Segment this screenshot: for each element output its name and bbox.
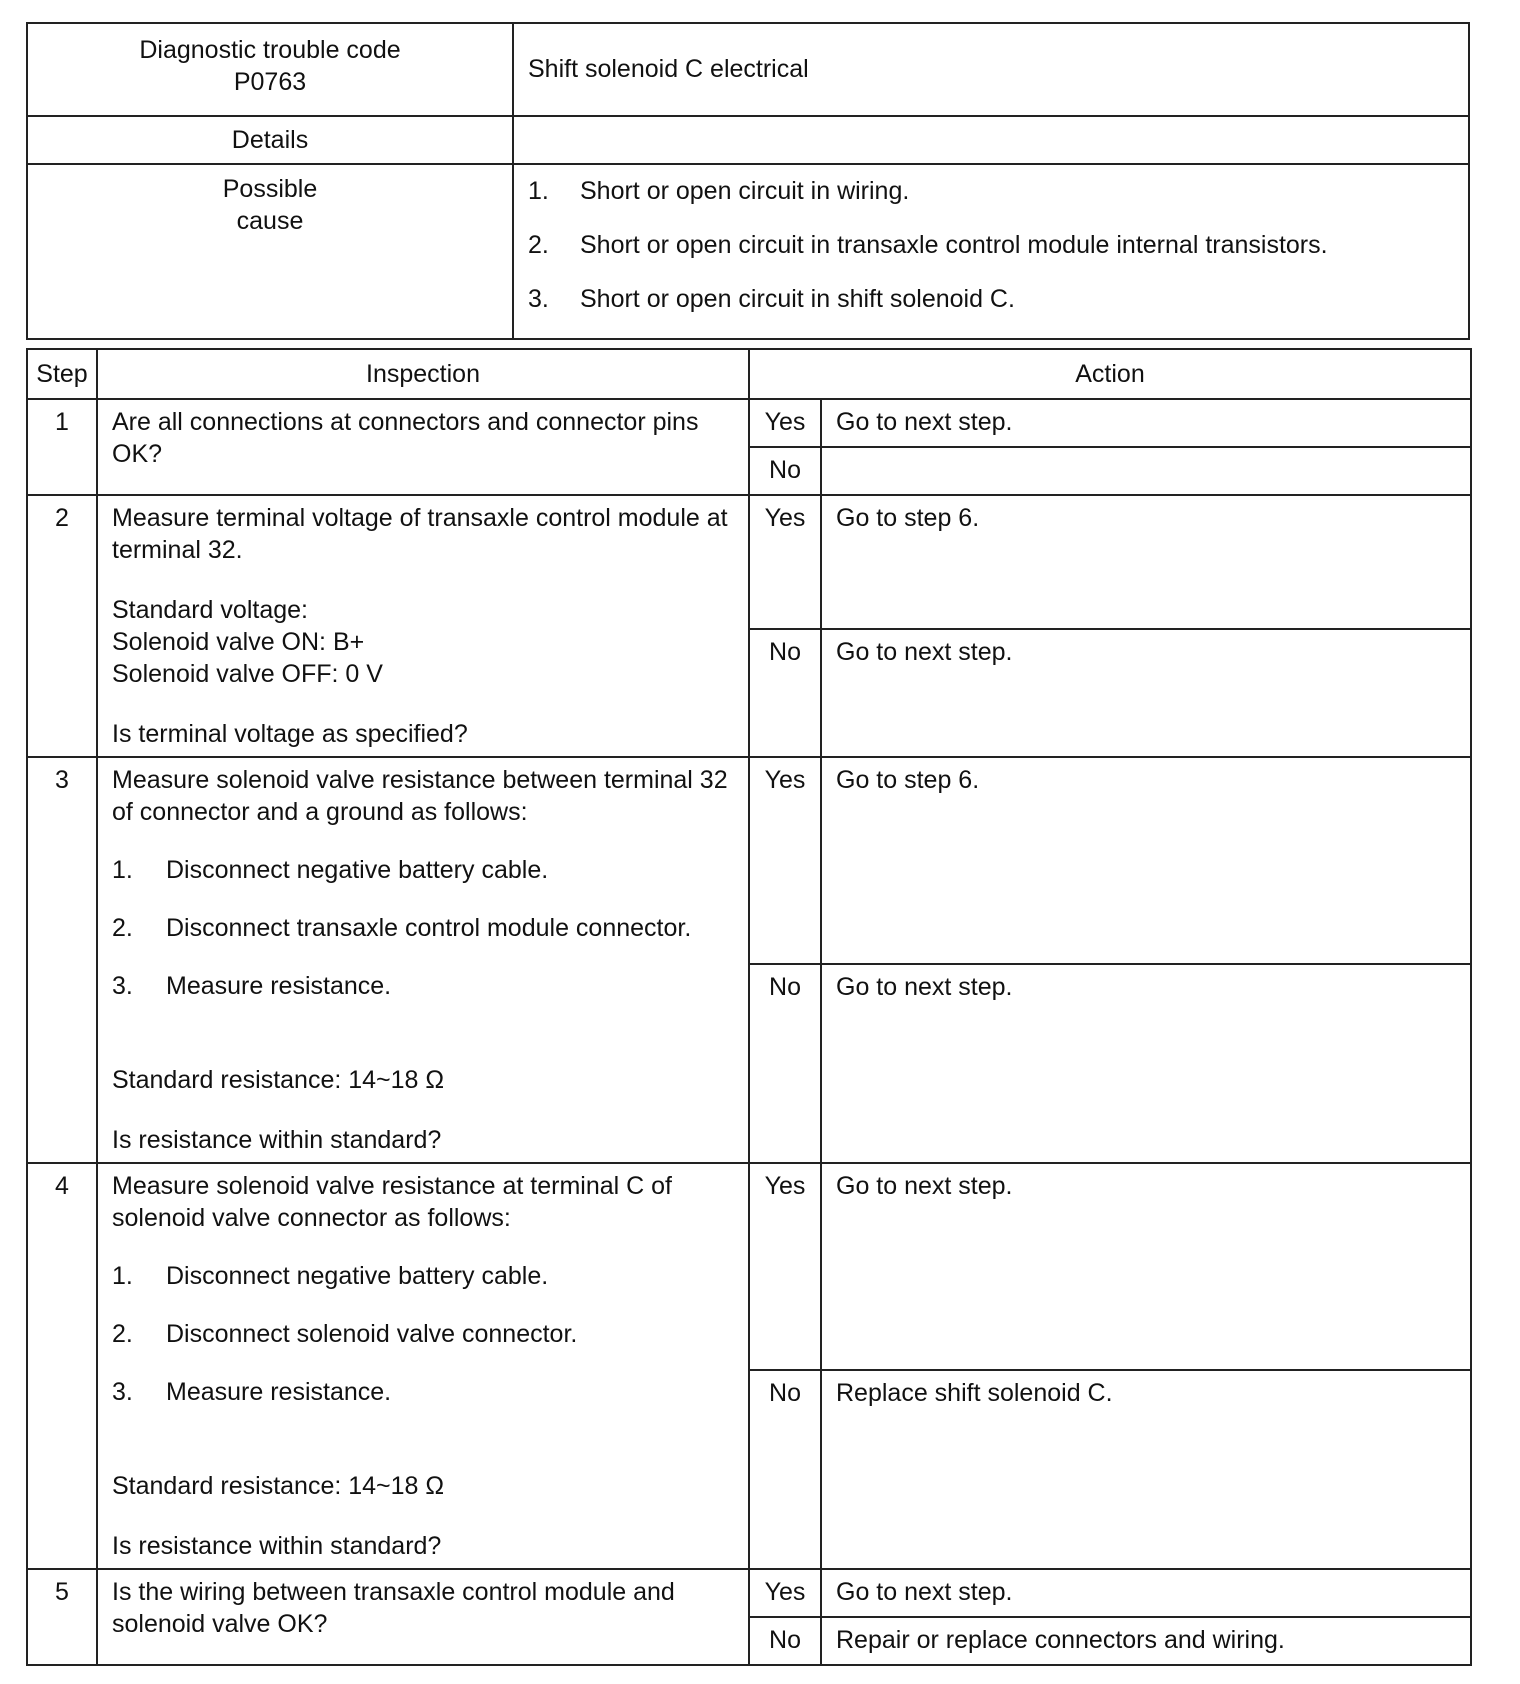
- substep: [112, 1376, 738, 1408]
- inspection-column-header: Inspection: [97, 349, 749, 399]
- no-label: No: [749, 964, 821, 1163]
- substep-text: Disconnect negative battery cable.: [166, 1262, 549, 1290]
- substep-number: 3.: [112, 1378, 133, 1406]
- possible-cause-label: [27, 164, 513, 339]
- inspection-question: Is resistance within standard?: [112, 1126, 442, 1154]
- cause-text: Short or open circuit in transaxle control module internal transistors.: [580, 231, 1328, 259]
- step-inspection: Are all connections at connectors and connector pins OK?: [97, 399, 749, 495]
- yes-label: Yes: [749, 1163, 821, 1370]
- step-row-3: [27, 757, 1471, 964]
- cause-number: 2.: [528, 231, 549, 259]
- substep-text: Measure resistance.: [166, 1378, 392, 1406]
- details-label: Details: [27, 116, 513, 164]
- yes-label: Yes: [749, 399, 821, 447]
- substep-number: 1.: [112, 856, 133, 884]
- dtc-row: [27, 23, 1469, 116]
- step-row-4: [27, 1163, 1471, 1370]
- step-number: 4: [27, 1163, 97, 1569]
- no-action: Go to next step.: [821, 629, 1471, 757]
- procedure-table: [26, 348, 1472, 1666]
- substep: [112, 912, 738, 944]
- no-label: No: [749, 447, 821, 495]
- step-inspection: Is the wiring between transaxle control module and solenoid valve OK?: [97, 1569, 749, 1665]
- substep-text: Measure resistance.: [166, 972, 392, 1000]
- yes-action: Go to step 6.: [821, 495, 1471, 629]
- no-label: No: [749, 629, 821, 757]
- step-row-5: [27, 1569, 1471, 1617]
- substep-number: 2.: [112, 914, 133, 942]
- yes-action: Go to next step.: [821, 1569, 1471, 1617]
- possible-cause-label-line2: cause: [236, 207, 304, 235]
- standard-on: Solenoid valve ON: B+: [112, 628, 365, 656]
- substep-text: Disconnect solenoid valve connector.: [166, 1320, 578, 1348]
- cause-item: [528, 285, 1467, 313]
- substep-number: 1.: [112, 1262, 133, 1290]
- dtc-label: Diagnostic trouble code: [139, 36, 401, 64]
- substep: [112, 970, 738, 1002]
- step-number: 1: [27, 399, 97, 495]
- no-label: No: [749, 1617, 821, 1665]
- yes-action: Go to next step.: [821, 399, 1471, 447]
- substep-text: Disconnect transaxle control module connector.: [166, 914, 692, 942]
- cause-number: 3.: [528, 285, 549, 313]
- procedure-header-row: [27, 349, 1471, 399]
- inspection-question: Is terminal voltage as specified?: [112, 720, 468, 748]
- step-column-header: Step: [27, 349, 97, 399]
- details-row: [27, 116, 1469, 164]
- possible-cause-row: [27, 164, 1469, 339]
- substep: [112, 854, 738, 886]
- substep-text: Disconnect negative battery cable.: [166, 856, 549, 884]
- no-action: Replace shift solenoid C.: [821, 1370, 1471, 1569]
- substep: [112, 1318, 738, 1350]
- no-action: Go to next step.: [821, 964, 1471, 1163]
- inspection-text: Measure solenoid valve resistance between terminal 32 of connector and a ground as follows:: [112, 766, 728, 826]
- standard-label: Standard voltage:: [112, 596, 308, 624]
- no-label: No: [749, 1370, 821, 1569]
- step-number: 3: [27, 757, 97, 1163]
- step-inspection: [97, 757, 749, 1163]
- substep-number: 3.: [112, 972, 133, 1000]
- possible-cause-label-line1: Possible: [222, 175, 318, 203]
- details-value: [513, 116, 1469, 164]
- dtc-code: P0763: [233, 68, 307, 96]
- cause-text: Short or open circuit in shift solenoid C.: [580, 285, 1015, 313]
- dtc-description: Shift solenoid C electrical: [513, 23, 1469, 116]
- inspection-question: Is resistance within standard?: [112, 1532, 442, 1560]
- inspection-text: Measure terminal voltage of transaxle control module at terminal 32.: [112, 504, 728, 564]
- step-inspection: [97, 1163, 749, 1569]
- no-action: [821, 447, 1471, 495]
- standard-resistance: Standard resistance: 14~18 Ω: [112, 1472, 445, 1500]
- step-row-1: [27, 399, 1471, 447]
- step-inspection: [97, 495, 749, 757]
- yes-label: Yes: [749, 495, 821, 629]
- cause-item: [528, 177, 1467, 205]
- step-row-2: [27, 495, 1471, 629]
- yes-label: Yes: [749, 757, 821, 964]
- action-column-header: Action: [749, 349, 1471, 399]
- cause-text: Short or open circuit in wiring.: [580, 177, 910, 205]
- step-number: 2: [27, 495, 97, 757]
- standard-off: Solenoid valve OFF: 0 V: [112, 660, 383, 688]
- yes-action: Go to next step.: [821, 1163, 1471, 1370]
- yes-label: Yes: [749, 1569, 821, 1617]
- cause-number: 1.: [528, 177, 549, 205]
- yes-action: Go to step 6.: [821, 757, 1471, 964]
- inspection-text: Measure solenoid valve resistance at terminal C of solenoid valve connector as follows:: [112, 1172, 672, 1232]
- standard-resistance: Standard resistance: 14~18 Ω: [112, 1066, 445, 1094]
- substep-number: 2.: [112, 1320, 133, 1348]
- dtc-label-cell: [27, 23, 513, 116]
- step-number: 5: [27, 1569, 97, 1665]
- dtc-info-table: [26, 22, 1470, 340]
- possible-cause-list: [513, 164, 1469, 339]
- cause-item: [528, 231, 1467, 259]
- no-action: Repair or replace connectors and wiring.: [821, 1617, 1471, 1665]
- substep: [112, 1260, 738, 1292]
